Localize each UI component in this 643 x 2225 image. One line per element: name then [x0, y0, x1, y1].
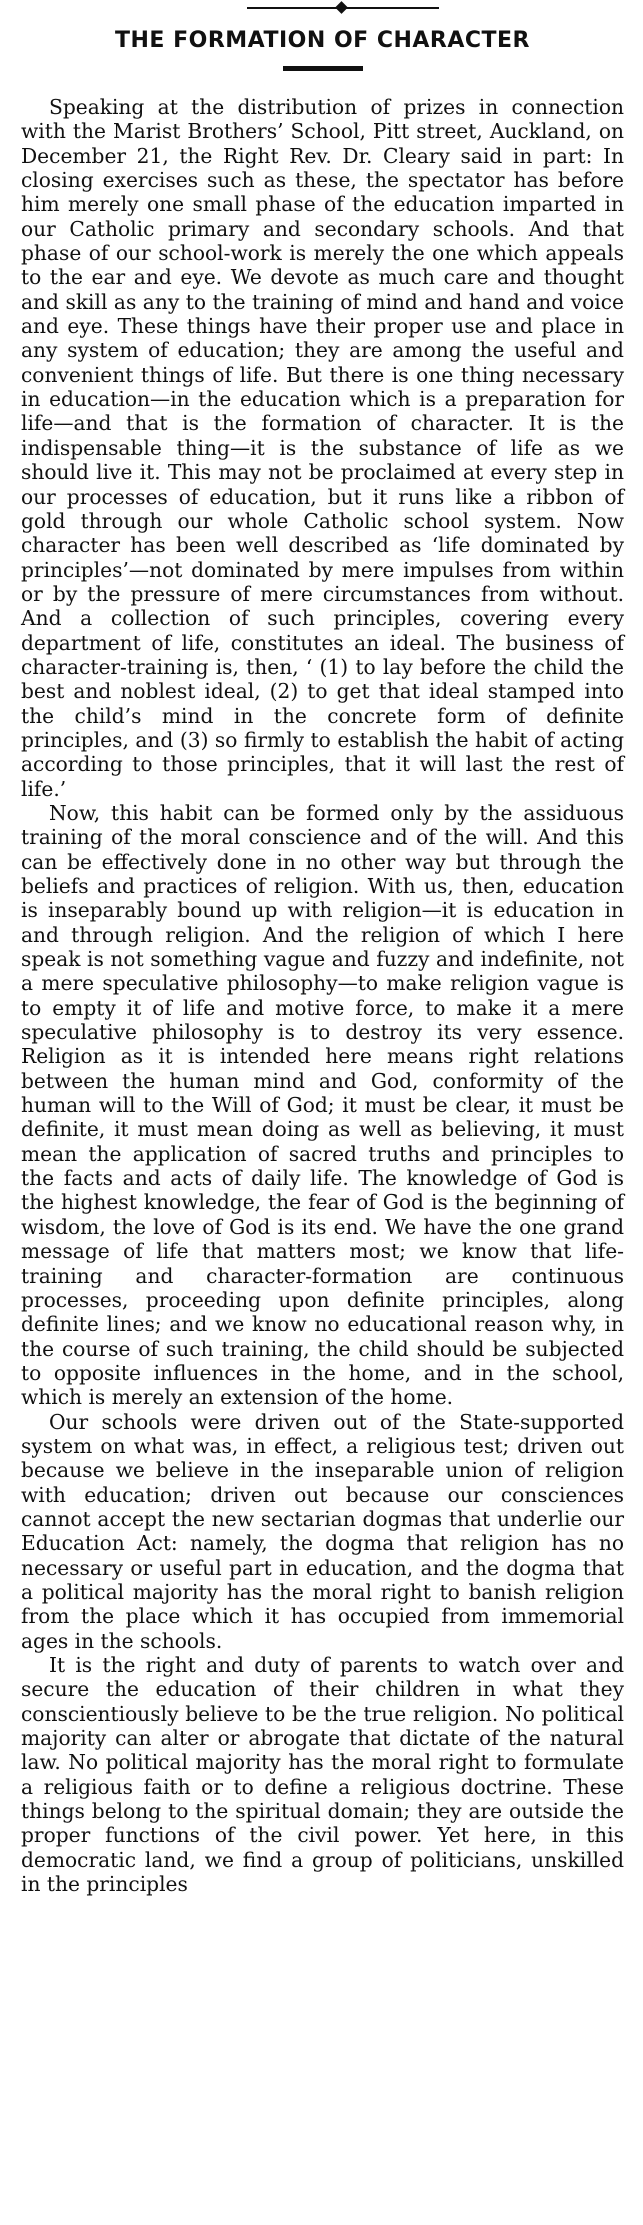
article-title: THE FORMATION OF CHARACTER	[114, 28, 530, 53]
title-underline-rule	[283, 66, 363, 71]
article-paragraph-4: It is the right and duty of parents to watch over and secure the education of their children in what they conscientiously believe to be the true religion. No political majority can alter or abrogate that dictate of the natural law. No political majority has the moral right to formulate a religious faith or to define a religious doctrine. These things belong to the spiritual domain; they are outside the proper functions of the civil power. Yet here, in this democratic land, we find a group of politicians, unskilled in the principles	[21, 1653, 624, 1897]
article-paragraph-3: Our schools were driven out of the State-supported system on what was, in effect, a religious test; driven out because we believe in the inseparable union of religion with education; driven out because our consciences cannot accept the new sectarian dogmas that underlie our Education Act: namely, the dogma that religion has no necessary or useful part in education, and the dogma that a political majority has the moral right to banish religion from the place which it has occupied from immemorial ages in the schools.	[21, 1409, 624, 1653]
header-ornament	[21, 0, 624, 18]
diamond-ornament-icon	[335, 1, 348, 14]
article-paragraph-1: Speaking at the distribution of prizes in connection with the Marist Brothers’ School, Pitt street, Auckland, on December 21, the Right Rev. Dr. Cleary said in part: In closing exercises such as these, the spectator has before him merely one small phase of the education imparted in our Catholic primary and secondary schools. And that phase of our school-work is merely the one which appeals to the ear and eye. We devote as much care and thought and skill as any to the training of mind and hand and voice and eye. These things have their proper use and place in any system of education; they are among the useful and convenient things of life. But there is one thing necessary in education—in the education which is a preparation for life—and that is the formation of character. It is the indispensable thing—it is the substance of life as we should live it. This may not be proclaimed at every step in our processes of education, but it runs like a ribbon of gold through our whole Catholic school system. Now character has been well described as ‘life dominated by principles’—not dominated by mere impulses from within or by the pressure of mere circumstances from without. And a collection of such principles, covering every department of life, constitutes an ideal. The business of character-training is, then, ‘ (1) to lay before the child the best and noblest ideal, (2) to get that ideal stamped into the child’s mind in the concrete form of definite principles, and (3) so firmly to establish the habit of acting according to those principles, that it will last the rest of life.’	[21, 95, 624, 801]
article-paragraph-2: Now, this habit can be formed only by the assiduous training of the moral conscience and of the will. And this can be effectively done in no other way but through the beliefs and practices of religion. With us, then, education is inseparably bound up with religion—it is education in and through religion. And the religion of which I here speak is not something vague and fuzzy and indefinite, not a mere speculative philosophy—to make religion vague is to empty it of life and motive force, to make it a mere speculative philosophy is to destroy its very essence. Religion as it is intended here means right relations between the human mind and God, conformity of the human will to the Will of God; it must be clear, it must be definite, it must mean doing as well as believing, it must mean the application of sacred truths and principles to the facts and acts of daily life. The knowledge of God is the highest knowledge, the fear of God is the beginning of wisdom, the love of God is its end. We have the one grand message of life that matters most; we know that life-training and character-formation are continuous processes, proceeding upon definite principles, along definite lines; and we know no educational reason why, in the course of such training, the child should be subjected to opposite influences in the home, and in the school, which is merely an extension of the home.	[21, 800, 624, 1410]
